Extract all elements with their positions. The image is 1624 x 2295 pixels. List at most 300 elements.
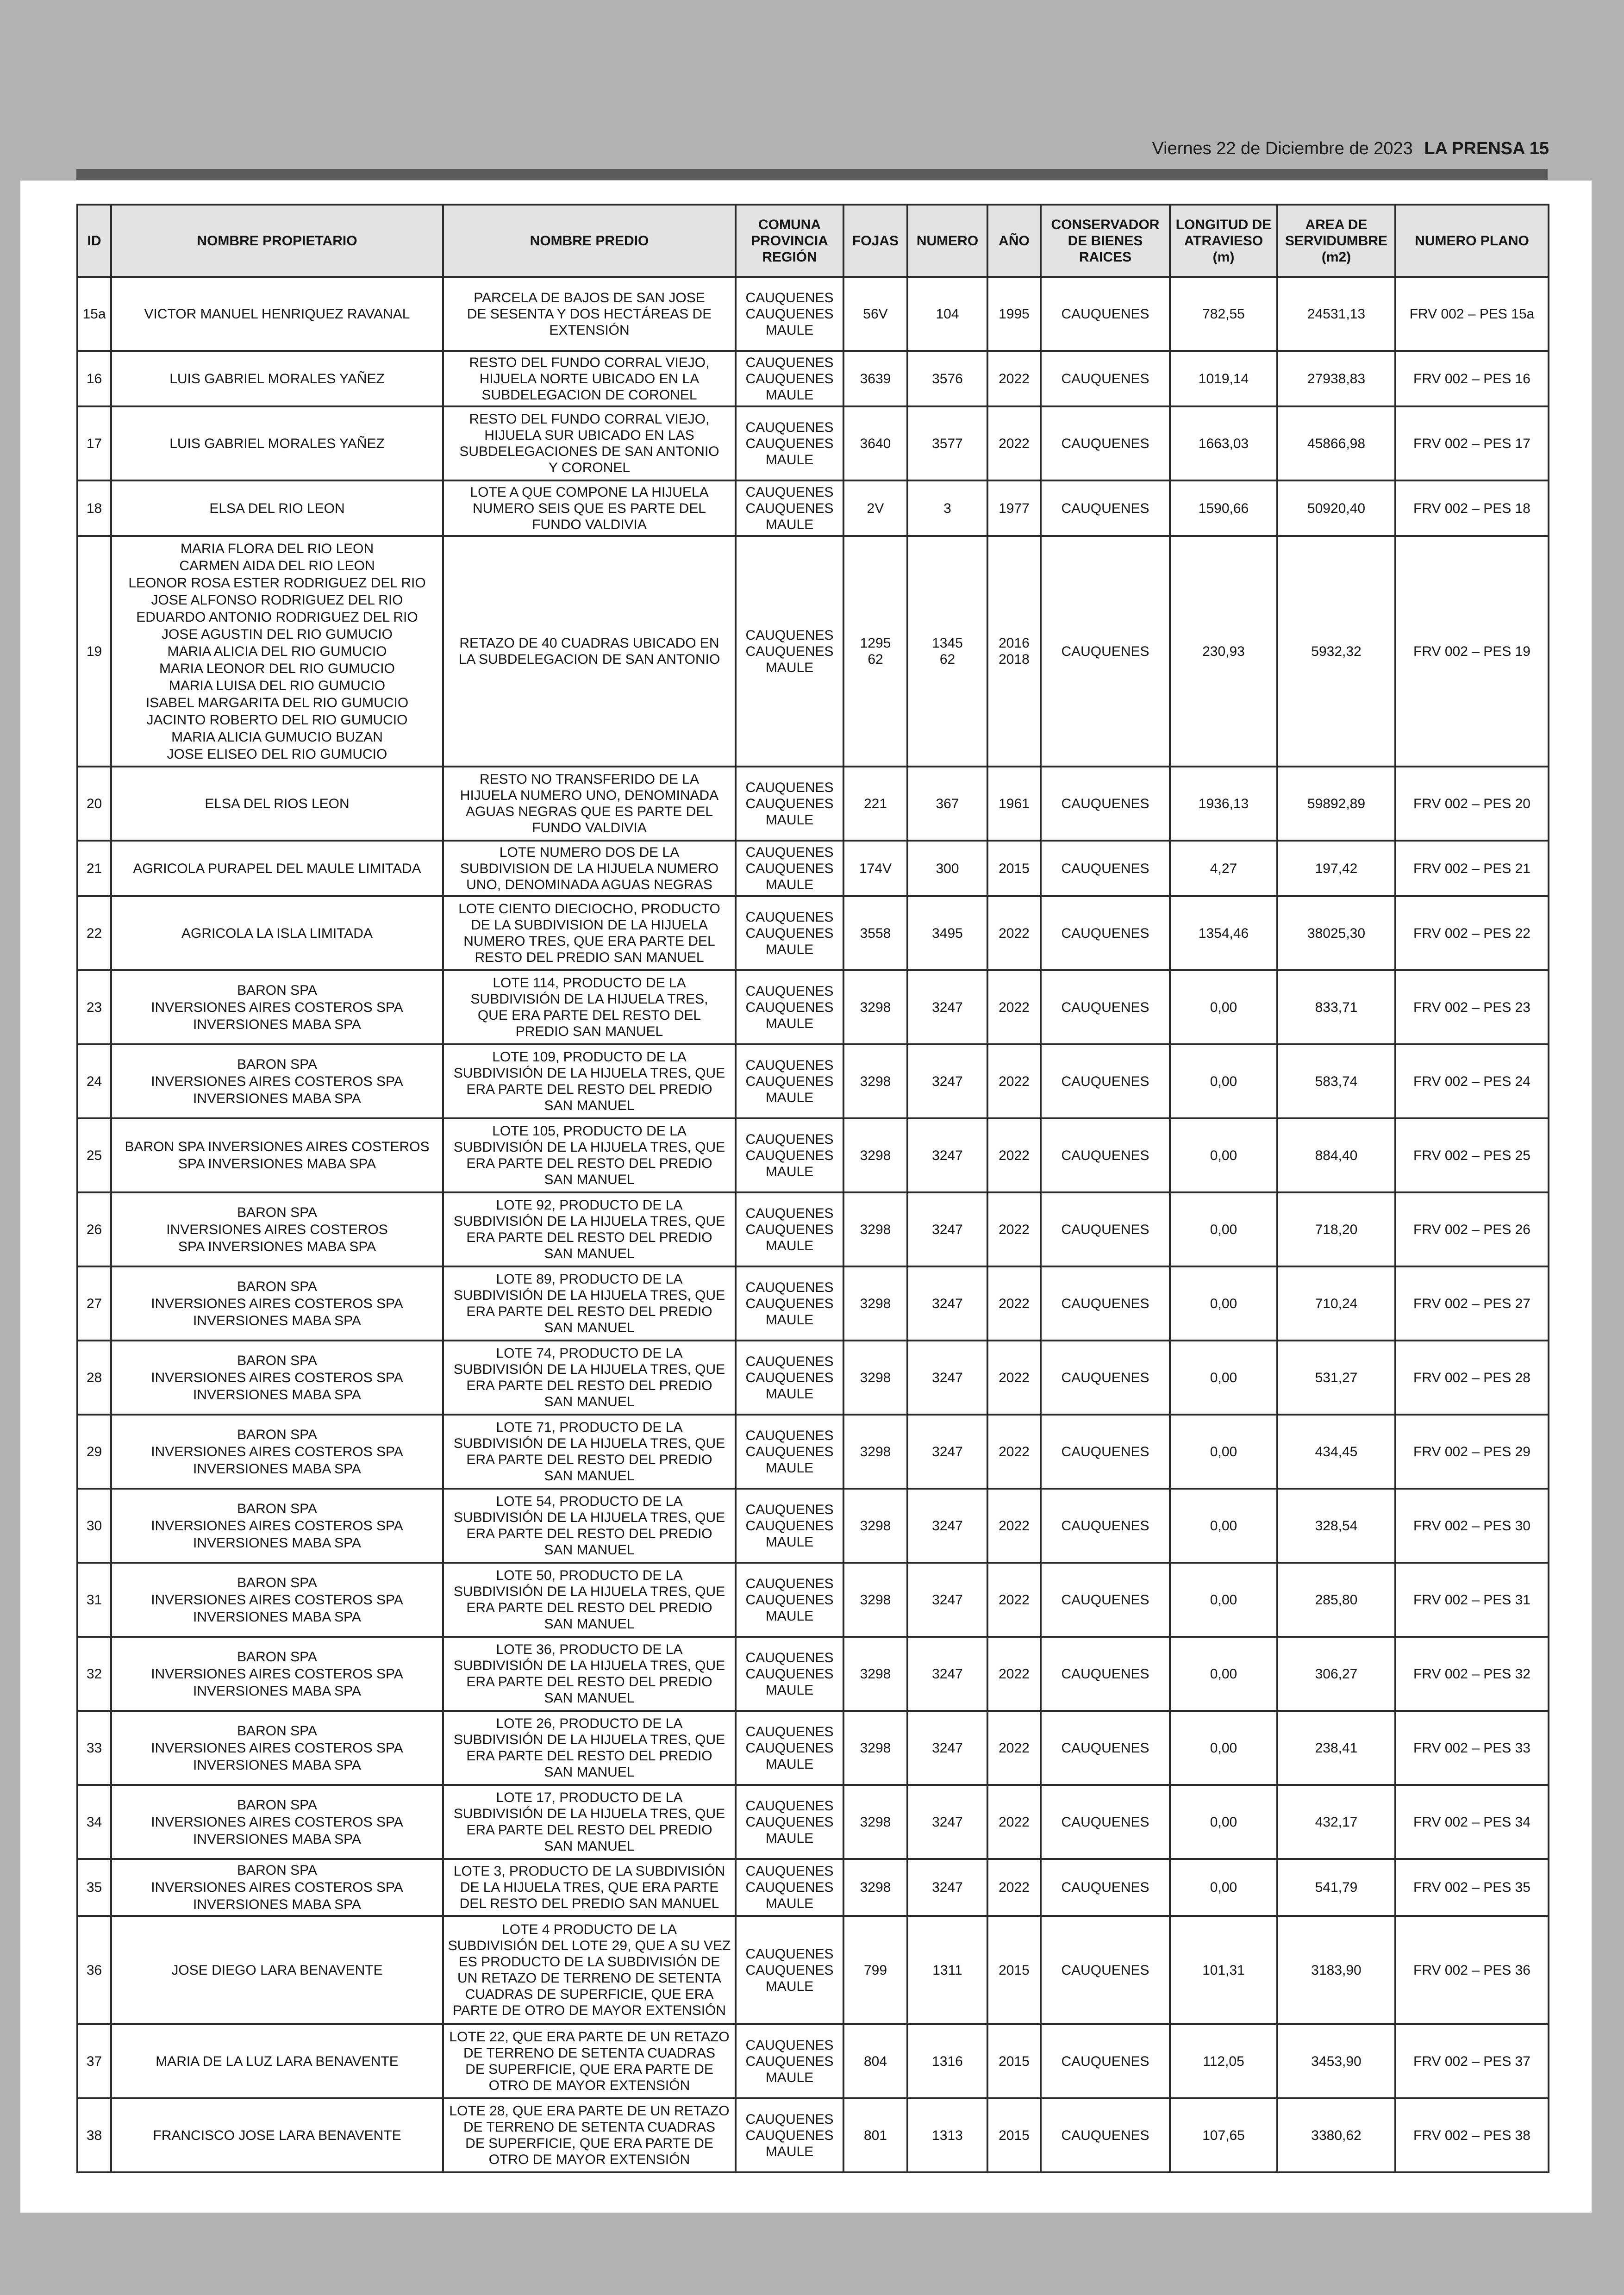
cell-anio: 2022 [987,1859,1041,1916]
cell-fojas: 3640 [843,406,907,480]
cell-longitud: 0,00 [1170,1266,1277,1341]
table-row [77,1044,1549,1118]
cell-numero: 3247 [907,1415,987,1489]
table-row [77,1415,1549,1489]
cell-id: 22 [77,896,111,970]
table-row [77,970,1549,1044]
cell-cbr: CAUQUENES [1041,536,1170,767]
cell-predio: LOTE 114, PRODUCTO DE LA SUBDIVISIÓN DE LA HIJUELA TRES, QUE ERA PARTE DEL RESTO DEL PREDIO SAN MANUEL [443,970,736,1044]
cell-comuna: CAUQUENES CAUQUENES MAULE [736,841,843,896]
publication-name [1424,139,1549,158]
cell-predio: LOTE NUMERO DOS DE LA SUBDIVISION DE LA HIJUELA NUMERO UNO, DENOMINADA AGUAS NEGRAS [443,841,736,896]
cell-longitud: 0,00 [1170,1044,1277,1118]
cell-longitud: 1354,46 [1170,896,1277,970]
cell-plano: FRV 002 – PES 36 [1395,1916,1549,2024]
cell-comuna: CAUQUENES CAUQUENES MAULE [736,1489,843,1563]
cell-cbr: CAUQUENES [1041,1415,1170,1489]
cell-cbr: CAUQUENES [1041,406,1170,480]
cell-owner: BARON SPA INVERSIONES AIRES COSTEROS SPA INVERSIONES MABA SPA [111,1192,443,1266]
cell-owner: ELSA DEL RIO LEON [111,480,443,536]
cell-area: 45866,98 [1277,406,1395,480]
cell-fojas: 3298 [843,1415,907,1489]
cell-plano: FRV 002 – PES 17 [1395,406,1549,480]
cell-numero: 3247 [907,1711,987,1785]
cell-owner: MARIA DE LA LUZ LARA BENAVENTE [111,2024,443,2098]
cell-anio: 2022 [987,351,1041,406]
cell-fojas: 799 [843,1916,907,2024]
cell-plano: FRV 002 – PES 16 [1395,351,1549,406]
cell-plano: FRV 002 – PES 20 [1395,767,1549,841]
table-row [77,536,1549,767]
cell-cbr: CAUQUENES [1041,1266,1170,1341]
cell-cbr: CAUQUENES [1041,2024,1170,2098]
cell-comuna: CAUQUENES CAUQUENES MAULE [736,1044,843,1118]
table-row [77,1916,1549,2024]
cell-fojas: 3298 [843,1637,907,1711]
cell-cbr: CAUQUENES [1041,480,1170,536]
col-header-cbr: CONSERVADOR DE BIENES RAICES [1041,205,1170,277]
cell-plano: FRV 002 – PES 37 [1395,2024,1549,2098]
cell-id: 27 [77,1266,111,1341]
table-row [77,351,1549,406]
cell-anio: 1995 [987,277,1041,351]
cell-plano: FRV 002 – PES 33 [1395,1711,1549,1785]
cell-anio: 2022 [987,1266,1041,1341]
cell-anio: 2022 [987,1711,1041,1785]
cell-plano: FRV 002 – PES 28 [1395,1341,1549,1415]
cell-owner: BARON SPA INVERSIONES AIRES COSTEROS SPA INVERSIONES MABA SPA [111,1563,443,1637]
cell-area: 285,80 [1277,1563,1395,1637]
cell-predio: LOTE 4 PRODUCTO DE LA SUBDIVISIÓN DEL LOTE 29, QUE A SU VEZ ES PRODUCTO DE LA SUBDIVISIÓN DE UN RETAZO DE TERRENO DE SETENTA CUADRAS DE SUPERFICIE, QUE ERA PARTE DE OTRO DE MAYOR EXTENSIÓN [443,1916,736,2024]
cell-comuna: CAUQUENES CAUQUENES MAULE [736,1637,843,1711]
cell-cbr: CAUQUENES [1041,1192,1170,1266]
cell-cbr: CAUQUENES [1041,1785,1170,1859]
cell-fojas: 3298 [843,1192,907,1266]
cell-area: 3453,90 [1277,2024,1395,2098]
cell-fojas: 804 [843,2024,907,2098]
cell-plano: FRV 002 – PES 26 [1395,1192,1549,1266]
cell-comuna: CAUQUENES CAUQUENES MAULE [736,1266,843,1341]
cell-anio: 2022 [987,1489,1041,1563]
cell-anio: 2022 [987,970,1041,1044]
cell-owner: BARON SPA INVERSIONES AIRES COSTEROS SPA INVERSIONES MABA SPA [111,1637,443,1711]
cell-owner: VICTOR MANUEL HENRIQUEZ RAVANAL [111,277,443,351]
cell-predio: LOTE 109, PRODUCTO DE LA SUBDIVISIÓN DE LA HIJUELA TRES, QUE ERA PARTE DEL RESTO DEL PREDIO SAN MANUEL [443,1044,736,1118]
cell-area: 833,71 [1277,970,1395,1044]
table-row [77,1489,1549,1563]
cell-plano: FRV 002 – PES 25 [1395,1118,1549,1192]
cell-anio: 2022 [987,1785,1041,1859]
table-row [77,480,1549,536]
cell-comuna: CAUQUENES CAUQUENES MAULE [736,2098,843,2172]
cell-plano: FRV 002 – PES 22 [1395,896,1549,970]
cell-owner: ELSA DEL RIOS LEON [111,767,443,841]
cell-id: 30 [77,1489,111,1563]
cell-area: 59892,89 [1277,767,1395,841]
cell-cbr: CAUQUENES [1041,1044,1170,1118]
cell-plano: FRV 002 – PES 15a [1395,277,1549,351]
cell-comuna: CAUQUENES CAUQUENES MAULE [736,1711,843,1785]
cell-anio: 2022 [987,1563,1041,1637]
cell-numero: 3577 [907,406,987,480]
cell-area: 710,24 [1277,1266,1395,1341]
cell-fojas: 2V [843,480,907,536]
cell-comuna: CAUQUENES CAUQUENES MAULE [736,1785,843,1859]
cell-area: 38025,30 [1277,896,1395,970]
table-row [77,767,1549,841]
issue-date: Viernes 22 de Diciembre de 2023 [1152,139,1413,158]
cell-numero: 300 [907,841,987,896]
cell-plano: FRV 002 – PES 35 [1395,1859,1549,1916]
cell-id: 33 [77,1711,111,1785]
header-rule [76,169,1548,180]
cell-plano: FRV 002 – PES 21 [1395,841,1549,896]
cell-plano: FRV 002 – PES 38 [1395,2098,1549,2172]
cell-numero: 3247 [907,1266,987,1341]
cell-fojas: 3298 [843,1859,907,1916]
table-row [77,1637,1549,1711]
table-row [77,406,1549,480]
cell-predio: RESTO NO TRANSFERIDO DE LA HIJUELA NUMERO UNO, DENOMINADA AGUAS NEGRAS QUE ES PARTE DEL FUNDO VALDIVIA [443,767,736,841]
cell-anio: 2022 [987,896,1041,970]
table-row [77,1341,1549,1415]
cell-comuna: CAUQUENES CAUQUENES MAULE [736,480,843,536]
cell-owner: BARON SPA INVERSIONES AIRES COSTEROS SPA INVERSIONES MABA SPA [111,1489,443,1563]
cell-plano: FRV 002 – PES 27 [1395,1266,1549,1341]
cell-cbr: CAUQUENES [1041,277,1170,351]
table-row [77,1785,1549,1859]
cell-anio: 1961 [987,767,1041,841]
cell-longitud: 1019,14 [1170,351,1277,406]
cell-longitud: 0,00 [1170,1785,1277,1859]
cell-anio: 2022 [987,1341,1041,1415]
cell-predio: LOTE 3, PRODUCTO DE LA SUBDIVISIÓN DE LA HIJUELA TRES, QUE ERA PARTE DEL RESTO DEL PREDIO SAN MANUEL [443,1859,736,1916]
col-header-area: AREA DE SERVIDUMBRE (m2) [1277,205,1395,277]
cell-numero: 3495 [907,896,987,970]
cell-area: 541,79 [1277,1859,1395,1916]
cell-numero: 3247 [907,1192,987,1266]
cell-id: 19 [77,536,111,767]
cell-comuna: CAUQUENES CAUQUENES MAULE [736,536,843,767]
cell-numero: 3247 [907,1785,987,1859]
cell-numero: 3247 [907,1044,987,1118]
cell-owner: LUIS GABRIEL MORALES YAÑEZ [111,406,443,480]
cell-longitud: 0,00 [1170,1489,1277,1563]
cell-longitud: 0,00 [1170,1415,1277,1489]
cell-plano: FRV 002 – PES 32 [1395,1637,1549,1711]
cell-id: 25 [77,1118,111,1192]
cell-numero: 1311 [907,1916,987,2024]
cell-id: 17 [77,406,111,480]
cell-fojas: 3298 [843,970,907,1044]
cell-comuna: CAUQUENES CAUQUENES MAULE [736,1118,843,1192]
cell-id: 16 [77,351,111,406]
table-row [77,841,1549,896]
cell-comuna: CAUQUENES CAUQUENES MAULE [736,1563,843,1637]
cell-numero: 3576 [907,351,987,406]
cell-predio: LOTE 50, PRODUCTO DE LA SUBDIVISIÓN DE LA HIJUELA TRES, QUE ERA PARTE DEL RESTO DEL PREDIO SAN MANUEL [443,1563,736,1637]
cell-owner: BARON SPA INVERSIONES AIRES COSTEROS SPA INVERSIONES MABA SPA [111,1266,443,1341]
cell-predio: RETAZO DE 40 CUADRAS UBICADO EN LA SUBDELEGACION DE SAN ANTONIO [443,536,736,767]
cell-comuna: CAUQUENES CAUQUENES MAULE [736,767,843,841]
cell-owner: AGRICOLA PURAPEL DEL MAULE LIMITADA [111,841,443,896]
cell-area: 5932,32 [1277,536,1395,767]
cell-fojas: 3298 [843,1341,907,1415]
col-header-predio: NOMBRE PREDIO [443,205,736,277]
cell-comuna: CAUQUENES CAUQUENES MAULE [736,351,843,406]
cell-longitud: 230,93 [1170,536,1277,767]
cell-longitud: 782,55 [1170,277,1277,351]
cell-anio: 2015 [987,2098,1041,2172]
cell-numero: 1316 [907,2024,987,2098]
cell-longitud: 0,00 [1170,1341,1277,1415]
cell-comuna: CAUQUENES CAUQUENES MAULE [736,896,843,970]
cell-fojas: 3639 [843,351,907,406]
cell-anio: 2015 [987,2024,1041,2098]
col-header-comuna: COMUNA PROVINCIA REGIÓN [736,205,843,277]
cell-predio: LOTE 26, PRODUCTO DE LA SUBDIVISIÓN DE LA HIJUELA TRES, QUE ERA PARTE DEL RESTO DEL PREDIO SAN MANUEL [443,1711,736,1785]
cell-area: 583,74 [1277,1044,1395,1118]
col-header-plano: NUMERO PLANO [1395,205,1549,277]
cell-longitud: 0,00 [1170,1637,1277,1711]
cell-predio: RESTO DEL FUNDO CORRAL VIEJO, HIJUELA SUR UBICADO EN LAS SUBDELEGACIONES DE SAN ANTONIO Y CORONEL [443,406,736,480]
cell-plano: FRV 002 – PES 34 [1395,1785,1549,1859]
cell-plano: FRV 002 – PES 24 [1395,1044,1549,1118]
cell-plano: FRV 002 – PES 19 [1395,536,1549,767]
cell-predio: LOTE 71, PRODUCTO DE LA SUBDIVISIÓN DE LA HIJUELA TRES, QUE ERA PARTE DEL RESTO DEL PREDIO SAN MANUEL [443,1415,736,1489]
cell-area: 238,41 [1277,1711,1395,1785]
cell-id: 36 [77,1916,111,2024]
cell-id: 38 [77,2098,111,2172]
cell-id: 34 [77,1785,111,1859]
cell-fojas: 3558 [843,896,907,970]
cell-predio: RESTO DEL FUNDO CORRAL VIEJO, HIJUELA NORTE UBICADO EN LA SUBDELEGACION DE CORONEL [443,351,736,406]
cell-cbr: CAUQUENES [1041,351,1170,406]
cell-plano: FRV 002 – PES 30 [1395,1489,1549,1563]
cell-id: 26 [77,1192,111,1266]
page-header [1152,139,1549,159]
cell-cbr: CAUQUENES [1041,841,1170,896]
cell-owner: BARON SPA INVERSIONES AIRES COSTEROS SPA INVERSIONES MABA SPA [111,1711,443,1785]
cell-anio: 2015 [987,1916,1041,2024]
cell-numero: 1313 [907,2098,987,2172]
cell-area: 306,27 [1277,1637,1395,1711]
cell-id: 21 [77,841,111,896]
cell-fojas: 174V [843,841,907,896]
cell-fojas: 3298 [843,1489,907,1563]
cell-area: 3380,62 [1277,2098,1395,2172]
table-row [77,1711,1549,1785]
cell-longitud: 4,27 [1170,841,1277,896]
cell-fojas: 3298 [843,1044,907,1118]
cell-numero: 1345 62 [907,536,987,767]
cell-numero: 104 [907,277,987,351]
cell-longitud: 0,00 [1170,1859,1277,1916]
table-header-row [77,205,1549,277]
cell-fojas: 3298 [843,1785,907,1859]
cell-predio: LOTE 105, PRODUCTO DE LA SUBDIVISIÓN DE LA HIJUELA TRES, QUE ERA PARTE DEL RESTO DEL PREDIO SAN MANUEL [443,1118,736,1192]
cell-id: 35 [77,1859,111,1916]
cell-area: 24531,13 [1277,277,1395,351]
cell-fojas: 1295 62 [843,536,907,767]
cell-numero: 3 [907,480,987,536]
cell-owner: BARON SPA INVERSIONES AIRES COSTEROS SPA INVERSIONES MABA SPA [111,1044,443,1118]
cell-id: 28 [77,1341,111,1415]
cell-comuna: CAUQUENES CAUQUENES MAULE [736,970,843,1044]
cell-owner: FRANCISCO JOSE LARA BENAVENTE [111,2098,443,2172]
cell-predio: LOTE CIENTO DIECIOCHO, PRODUCTO DE LA SUBDIVISION DE LA HIJUELA NUMERO TRES, QUE ERA PARTE DEL RESTO DEL PREDIO SAN MANUEL [443,896,736,970]
cell-owner: BARON SPA INVERSIONES AIRES COSTEROS SPA INVERSIONES MABA SPA [111,1785,443,1859]
cell-predio: LOTE 28, QUE ERA PARTE DE UN RETAZO DE TERRENO DE SETENTA CUADRAS DE SUPERFICIE, QUE ERA PARTE DE OTRO DE MAYOR EXTENSIÓN [443,2098,736,2172]
cell-comuna: CAUQUENES CAUQUENES MAULE [736,2024,843,2098]
cell-id: 23 [77,970,111,1044]
cell-longitud: 0,00 [1170,1711,1277,1785]
cell-comuna: CAUQUENES CAUQUENES MAULE [736,277,843,351]
cell-cbr: CAUQUENES [1041,1859,1170,1916]
cell-area: 27938,83 [1277,351,1395,406]
cell-id: 29 [77,1415,111,1489]
cell-area: 434,45 [1277,1415,1395,1489]
cell-anio: 2022 [987,1637,1041,1711]
cell-anio: 1977 [987,480,1041,536]
cell-area: 50920,40 [1277,480,1395,536]
cell-cbr: CAUQUENES [1041,896,1170,970]
cell-id: 31 [77,1563,111,1637]
cell-longitud: 0,00 [1170,1118,1277,1192]
cell-plano: FRV 002 – PES 18 [1395,480,1549,536]
cell-longitud: 1936,13 [1170,767,1277,841]
cell-owner: BARON SPA INVERSIONES AIRES COSTEROS SPA INVERSIONES MABA SPA [111,970,443,1044]
cell-area: 531,27 [1277,1341,1395,1415]
cell-cbr: CAUQUENES [1041,1916,1170,2024]
cell-owner: MARIA FLORA DEL RIO LEON CARMEN AIDA DEL RIO LEON LEONOR ROSA ESTER RODRIGUEZ DEL RIO JOSE ALFONSO RODRIGUEZ DEL RIO EDUARDO ANTONIO RODRIGUEZ DEL RIO JOSE AGUSTIN DEL RIO GUMUCIO MARIA ALICIA DEL RIO GUMUCIO MARIA LEONOR DEL RIO GUMUCIO MARIA LUISA DEL RIO GUMUCIO ISABEL MARGARITA DEL RIO GUMUCIO JACINTO ROBERTO DEL RIO GUMUCIO MARIA ALICIA GUMUCIO BUZAN JOSE ELISEO DEL RIO GUMUCIO [111,536,443,767]
cell-predio: LOTE 17, PRODUCTO DE LA SUBDIVISIÓN DE LA HIJUELA TRES, QUE ERA PARTE DEL RESTO DEL PREDIO SAN MANUEL [443,1785,736,1859]
table-row [77,1192,1549,1266]
cell-fojas: 3298 [843,1118,907,1192]
page-number: 15 [1529,139,1549,158]
cell-cbr: CAUQUENES [1041,1118,1170,1192]
cell-anio: 2022 [987,406,1041,480]
cell-anio: 2022 [987,1415,1041,1489]
cell-cbr: CAUQUENES [1041,1637,1170,1711]
cell-predio: LOTE 36, PRODUCTO DE LA SUBDIVISIÓN DE LA HIJUELA TRES, QUE ERA PARTE DEL RESTO DEL PREDIO SAN MANUEL [443,1637,736,1711]
cell-owner: JOSE DIEGO LARA BENAVENTE [111,1916,443,2024]
col-header-id: ID [77,205,111,277]
cell-id: 20 [77,767,111,841]
publication-title: LA PRENSA [1424,139,1525,158]
cell-anio: 2015 [987,841,1041,896]
cell-comuna: CAUQUENES CAUQUENES MAULE [736,1341,843,1415]
cell-area: 3183,90 [1277,1916,1395,2024]
cell-owner: BARON SPA INVERSIONES AIRES COSTEROS SPA INVERSIONES MABA SPA [111,1118,443,1192]
cell-owner: BARON SPA INVERSIONES AIRES COSTEROS SPA INVERSIONES MABA SPA [111,1341,443,1415]
cell-predio: LOTE 22, QUE ERA PARTE DE UN RETAZO DE TERRENO DE SETENTA CUADRAS DE SUPERFICIE, QUE ERA PARTE DE OTRO DE MAYOR EXTENSIÓN [443,2024,736,2098]
cell-predio: LOTE 89, PRODUCTO DE LA SUBDIVISIÓN DE LA HIJUELA TRES, QUE ERA PARTE DEL RESTO DEL PREDIO SAN MANUEL [443,1266,736,1341]
cell-longitud: 1663,03 [1170,406,1277,480]
easement-table [76,204,1549,2173]
cell-owner: BARON SPA INVERSIONES AIRES COSTEROS SPA INVERSIONES MABA SPA [111,1859,443,1916]
cell-predio: LOTE 54, PRODUCTO DE LA SUBDIVISIÓN DE LA HIJUELA TRES, QUE ERA PARTE DEL RESTO DEL PREDIO SAN MANUEL [443,1489,736,1563]
cell-cbr: CAUQUENES [1041,970,1170,1044]
cell-area: 197,42 [1277,841,1395,896]
cell-cbr: CAUQUENES [1041,767,1170,841]
cell-longitud: 0,00 [1170,1563,1277,1637]
cell-comuna: CAUQUENES CAUQUENES MAULE [736,406,843,480]
cell-cbr: CAUQUENES [1041,1711,1170,1785]
cell-plano: FRV 002 – PES 29 [1395,1415,1549,1489]
cell-id: 37 [77,2024,111,2098]
cell-area: 884,40 [1277,1118,1395,1192]
table-row [77,2024,1549,2098]
table-body [77,277,1549,2172]
cell-numero: 367 [907,767,987,841]
cell-fojas: 801 [843,2098,907,2172]
col-header-fojas: FOJAS [843,205,907,277]
cell-anio: 2022 [987,1192,1041,1266]
cell-comuna: CAUQUENES CAUQUENES MAULE [736,1859,843,1916]
table-row [77,277,1549,351]
cell-owner: AGRICOLA LA ISLA LIMITADA [111,896,443,970]
cell-comuna: CAUQUENES CAUQUENES MAULE [736,1415,843,1489]
table-row [77,1563,1549,1637]
cell-cbr: CAUQUENES [1041,1341,1170,1415]
cell-longitud: 101,31 [1170,1916,1277,2024]
table-row [77,1859,1549,1916]
cell-anio: 2022 [987,1118,1041,1192]
cell-numero: 3247 [907,1489,987,1563]
cell-cbr: CAUQUENES [1041,2098,1170,2172]
cell-longitud: 107,65 [1170,2098,1277,2172]
cell-id: 32 [77,1637,111,1711]
cell-fojas: 56V [843,277,907,351]
cell-predio: PARCELA DE BAJOS DE SAN JOSE DE SESENTA Y DOS HECTÁREAS DE EXTENSIÓN [443,277,736,351]
cell-numero: 3247 [907,1637,987,1711]
cell-plano: FRV 002 – PES 23 [1395,970,1549,1044]
cell-longitud: 0,00 [1170,970,1277,1044]
cell-longitud: 0,00 [1170,1192,1277,1266]
cell-longitud: 1590,66 [1170,480,1277,536]
table-row [77,1118,1549,1192]
cell-comuna: CAUQUENES CAUQUENES MAULE [736,1916,843,2024]
cell-numero: 3247 [907,1563,987,1637]
table-row [77,1266,1549,1341]
cell-predio: LOTE 92, PRODUCTO DE LA SUBDIVISIÓN DE LA HIJUELA TRES, QUE ERA PARTE DEL RESTO DEL PREDIO SAN MANUEL [443,1192,736,1266]
cell-id: 18 [77,480,111,536]
cell-numero: 3247 [907,1859,987,1916]
cell-fojas: 3298 [843,1563,907,1637]
cell-area: 718,20 [1277,1192,1395,1266]
cell-cbr: CAUQUENES [1041,1489,1170,1563]
cell-longitud: 112,05 [1170,2024,1277,2098]
cell-fojas: 3298 [843,1711,907,1785]
cell-plano: FRV 002 – PES 31 [1395,1563,1549,1637]
cell-id: 15a [77,277,111,351]
cell-owner: BARON SPA INVERSIONES AIRES COSTEROS SPA INVERSIONES MABA SPA [111,1415,443,1489]
col-header-owner: NOMBRE PROPIETARIO [111,205,443,277]
cell-numero: 3247 [907,970,987,1044]
col-header-numero: NUMERO [907,205,987,277]
cell-fojas: 3298 [843,1266,907,1341]
cell-anio: 2022 [987,1044,1041,1118]
cell-fojas: 221 [843,767,907,841]
col-header-longitud: LONGITUD DE ATRAVIESO (m) [1170,205,1277,277]
cell-predio: LOTE 74, PRODUCTO DE LA SUBDIVISIÓN DE LA HIJUELA TRES, QUE ERA PARTE DEL RESTO DEL PREDIO SAN MANUEL [443,1341,736,1415]
cell-predio: LOTE A QUE COMPONE LA HIJUELA NUMERO SEIS QUE ES PARTE DEL FUNDO VALDIVIA [443,480,736,536]
cell-id: 24 [77,1044,111,1118]
col-header-anio: AÑO [987,205,1041,277]
cell-area: 328,54 [1277,1489,1395,1563]
cell-anio: 2016 2018 [987,536,1041,767]
